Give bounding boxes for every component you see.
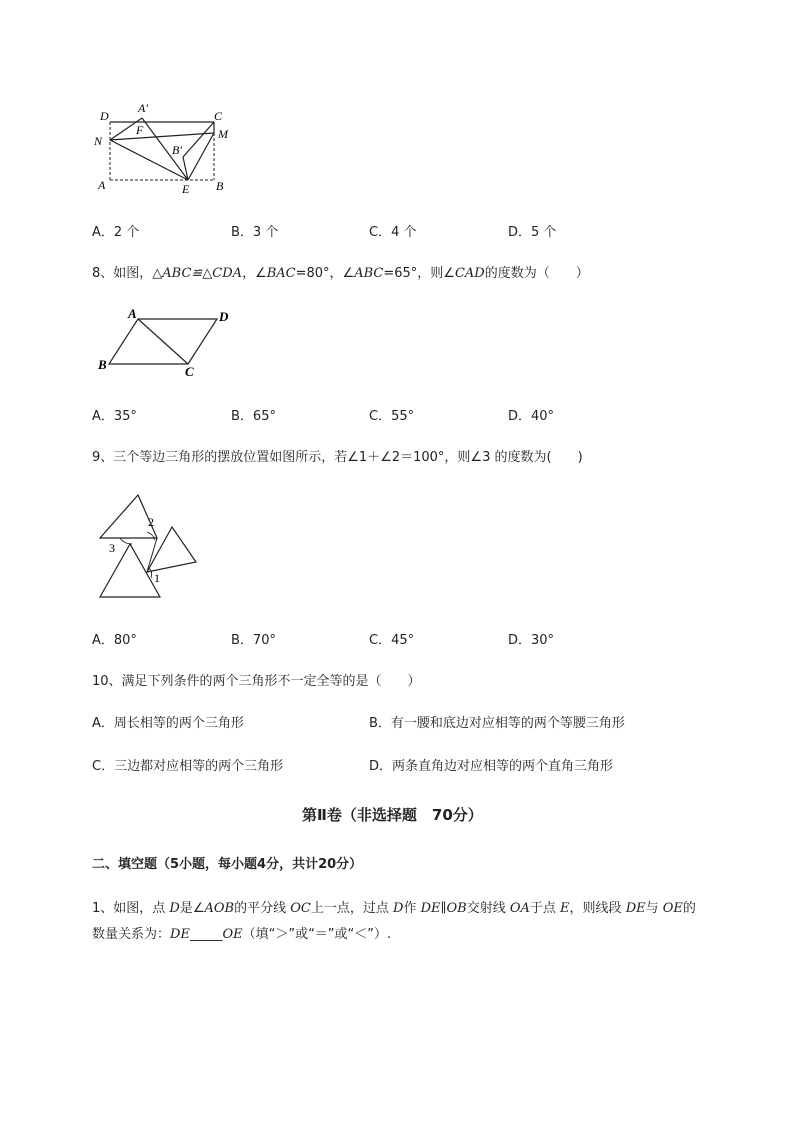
q8-label-B: B bbox=[98, 357, 107, 372]
section2-title: 第Ⅱ卷（非选择题 70分） bbox=[302, 806, 483, 824]
q7-option-c[interactable]: C．4 个 bbox=[369, 225, 417, 240]
fill1-var-DE2: DE bbox=[170, 927, 190, 942]
q7-label-N: N bbox=[94, 134, 103, 148]
q8-label-A: A bbox=[128, 306, 137, 321]
q7-label-A-prime: A′ bbox=[138, 101, 148, 115]
fill1-var-DE: DE bbox=[625, 901, 646, 916]
fill1-text-6: 交射线 bbox=[466, 901, 510, 916]
q10-option-b[interactable]: B．有一腰和底边对应相等的两个等腰三角形 bbox=[369, 716, 625, 731]
fill1-text-9: 与 bbox=[645, 901, 663, 916]
q8-option-b[interactable]: B．65° bbox=[231, 409, 276, 424]
q9-option-c[interactable]: C．45° bbox=[369, 633, 415, 648]
q8-label-C: C bbox=[185, 364, 194, 379]
q10-option-c[interactable]: C．三边都对应相等的两个三角形 bbox=[92, 759, 284, 774]
q8-expr1: ABC≌△CDA bbox=[162, 266, 243, 281]
q7-label-F: F bbox=[136, 123, 144, 137]
q9-text: 9、三个等边三角形的摆放位置如图所示，若∠1＋∠2＝100°，则∠3 的度数为( ) bbox=[92, 450, 583, 465]
fill1-text-3: 的平分线 bbox=[234, 901, 291, 916]
q9-label-3: 3 bbox=[109, 541, 115, 555]
q8-expr4: CAD bbox=[454, 266, 485, 281]
fill1-var-OE: OE bbox=[662, 901, 683, 916]
fill1-var-D: D bbox=[169, 901, 180, 916]
fill1-line2-lead: 数量关系为： bbox=[92, 927, 171, 942]
fill1-text-2: 是∠ bbox=[179, 901, 205, 916]
fill1-text-5: 作 bbox=[403, 901, 421, 916]
q8-label-D: D bbox=[219, 309, 229, 324]
section2-subtitle: 二、填空题（5小题，每小题4分，共计20分） bbox=[92, 857, 363, 872]
q8-option-d[interactable]: D．40° bbox=[508, 409, 555, 424]
q9-option-b[interactable]: B．70° bbox=[231, 633, 276, 648]
q7-label-D: D bbox=[100, 109, 109, 123]
q7-option-b[interactable]: B．3 个 bbox=[231, 225, 279, 240]
fill1-text-10: 的 bbox=[682, 901, 696, 916]
fill1-var-E: E bbox=[560, 901, 570, 916]
q9-option-a[interactable]: A．80° bbox=[92, 633, 137, 648]
q9-figure bbox=[95, 492, 205, 604]
q8-expr3: ABC bbox=[354, 266, 384, 281]
q7-label-C: C bbox=[214, 109, 223, 123]
q7-option-a[interactable]: A．2 个 bbox=[92, 225, 140, 240]
q8-figure bbox=[92, 302, 242, 382]
q7-label-B: B bbox=[216, 179, 224, 193]
q8-option-c[interactable]: C．55° bbox=[369, 409, 415, 424]
q8-text bbox=[92, 262, 589, 281]
q9-label-1: 1 bbox=[154, 571, 160, 585]
fill1-line1 bbox=[92, 897, 696, 916]
fill1-text-7: 于点 bbox=[529, 901, 561, 916]
q7-label-M: M bbox=[218, 127, 228, 141]
q8-suffix: 的度数为（ ） bbox=[484, 266, 589, 281]
fill1-var-D2: D bbox=[393, 901, 404, 916]
fill1-var-OC: OC bbox=[290, 901, 311, 916]
q7-label-E: E bbox=[182, 182, 190, 196]
fill1-answer-blank[interactable]: _____ bbox=[189, 927, 223, 942]
fill1-text-4: 上一点，过点 bbox=[310, 901, 393, 916]
q8-expr2: BAC bbox=[266, 266, 296, 281]
q10-option-d[interactable]: D．两条直角边对应相等的两个直角三角形 bbox=[369, 759, 614, 774]
fill1-var-AOB: AOB bbox=[204, 901, 235, 916]
q7-figure bbox=[88, 100, 238, 200]
q10-option-a[interactable]: A．周长相等的两个三角形 bbox=[92, 716, 244, 731]
q9-option-d[interactable]: D．30° bbox=[508, 633, 555, 648]
fill1-text-8: ，则线段 bbox=[569, 901, 626, 916]
fill1-line2 bbox=[92, 923, 391, 942]
q8-val1: =80°，∠ bbox=[295, 266, 355, 281]
fill1-var-OE2: OE bbox=[222, 927, 243, 942]
fill1-var-DEOB: DE∥OB bbox=[420, 901, 467, 916]
fill1-text-1: 1、如图，点 bbox=[92, 901, 170, 916]
q10-text: 10、满足下列条件的两个三角形不一定全等的是（ ） bbox=[92, 674, 421, 689]
fill1-line2-tail: （填“＞”或“＝”或“＜”）. bbox=[242, 927, 392, 942]
q8-sep1: ，∠ bbox=[242, 266, 267, 281]
q8-val2: =65°，则∠ bbox=[383, 266, 455, 281]
q9-label-2: 2 bbox=[148, 515, 154, 529]
q7-label-A: A bbox=[98, 178, 106, 192]
q7-option-d[interactable]: D．5 个 bbox=[508, 225, 557, 240]
fill1-var-OA: OA bbox=[509, 901, 530, 916]
q7-label-B-prime: B′ bbox=[172, 143, 182, 157]
q8-option-a[interactable]: A．35° bbox=[92, 409, 137, 424]
q8-prefix: 8、如图，△ bbox=[92, 266, 163, 281]
